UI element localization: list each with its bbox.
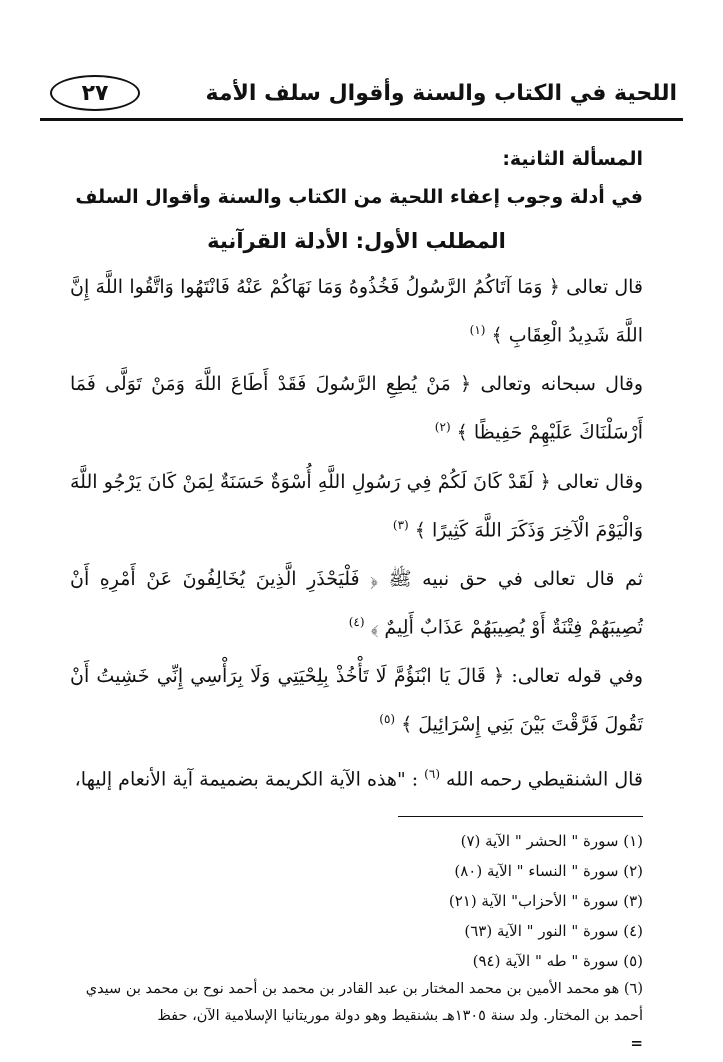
- footnote-5: (٥) سورة " طه " الآية (٩٤): [472, 952, 643, 970]
- footnote-3: (٣) سورة " الأحزاب" الآية (٢١): [448, 892, 643, 910]
- footnote-6-text: (٦) هو محمد الأمين بن محمد المختار بن عبد القادر بن محمد بن أحمد نوح بن محمد بن سيدي أحمد بن المختار. ولد سنة ١٣٠٥هـ بشنقيط وهو دولة موريتانيا الإسلامية الآن، حفظ: [85, 981, 643, 1024]
- main-text: [70, 140, 643, 805]
- quotation-text: : "هذه الآية الكريمة بضميمة آية الأنعام إليها،: [74, 767, 419, 790]
- footnote-1: (١) سورة " الحشر " الآية (٧): [460, 832, 643, 850]
- footnote-separator: [398, 816, 643, 817]
- subsection-title: المطلب الأول: الأدلة القرآنية: [207, 229, 506, 253]
- paragraph-intro: وفي قوله تعالى:: [511, 665, 643, 688]
- footnote-ref: (٥): [379, 712, 396, 727]
- paragraph-intro: ثم قال تعالى في حق نبيه ﷺ: [388, 567, 643, 590]
- paragraph-intro: قال تعالى: [566, 276, 643, 298]
- paragraph-intro: وقال تعالى: [557, 470, 644, 493]
- quran-quote: ﴿ فَلْيَحْذَرِ الَّذِينَ يُخَالِفُونَ عَنْ أَمْرِهِ أَنْ تُصِيبَهُمْ فِتْنَةٌ أَوْ يُصِيبَهُمْ عَذَابٌ أَلِيمٌ ﴾: [70, 567, 643, 639]
- paragraph-4: [70, 558, 643, 649]
- quran-quote: ﴿ لَقَدْ كَانَ لَكُمْ فِي رَسُولِ اللَّهِ أُسْوَةٌ حَسَنَةٌ لِمَنْ كَانَ يَرْجُو اللَّهَ وَالْيَوْمَ الْآخِرَ وَذَكَرَ اللَّهَ كَثِيرًا ﴾: [70, 470, 643, 541]
- paragraph-1: [70, 266, 643, 357]
- paragraph-2: [70, 363, 643, 454]
- paragraph-6: [70, 753, 643, 801]
- footnote-ref: (٣): [392, 517, 409, 532]
- paragraph-intro: وقال سبحانه وتعالى: [480, 373, 643, 396]
- header-rule: [40, 118, 683, 121]
- footnote-ref: (٦): [424, 766, 440, 781]
- footnote-2: (٢) سورة " النساء " الآية (٨٠): [454, 862, 643, 880]
- paragraph-5: [70, 655, 643, 746]
- paragraph-intro: قال الشنقيطي رحمه الله: [446, 767, 643, 790]
- footnotes: [68, 826, 643, 1058]
- running-title: اللحية في الكتاب والسنة وأقوال سلف الأمة: [205, 80, 677, 106]
- section-label: المسألة الثانية:: [502, 148, 643, 170]
- footnote-ref: (٤): [348, 614, 365, 629]
- footnote-6: [68, 976, 643, 1030]
- footnote-4: (٤) سورة " النور " الآية (٦٣): [464, 922, 643, 940]
- page-header: [40, 70, 683, 116]
- page-number: ٢٧: [50, 75, 140, 111]
- paragraph-3: [70, 461, 643, 552]
- section-title: في أدلة وجوب إعفاء اللحية من الكتاب والسنة وأقوال السلف: [75, 186, 643, 208]
- quran-quote: ﴿ وَمَا آتَاكُمُ الرَّسُولُ فَخُذُوهُ وَمَا نَهَاكُمْ عَنْهُ فَانْتَهُوا وَاتَّقُوا اللَّهَ إِنَّ اللَّهَ شَدِيدُ الْعِقَابِ ﴾: [70, 276, 643, 347]
- quran-quote: ﴿ قَالَ يَا ابْنَؤُمَّ لَا تَأْخُذْ بِلِحْيَتِي وَلَا بِرَأْسِي إِنِّي خَشِيتُ أَنْ تَقُولَ فَرَّقْتَ بَيْنَ بَنِي إِسْرَائِيلَ ﴾: [70, 665, 643, 736]
- footnote-ref: (١): [469, 323, 486, 337]
- quran-quote: ﴿ مَنْ يُطِعِ الرَّسُولَ فَقَدْ أَطَاعَ اللَّهَ وَمَنْ تَوَلَّى فَمَا أَرْسَلْنَاكَ عَلَيْهِمْ حَفِيظًا ﴾: [70, 373, 643, 444]
- footnote-ref: (٢): [434, 420, 451, 435]
- continuation-mark: =: [630, 1034, 643, 1052]
